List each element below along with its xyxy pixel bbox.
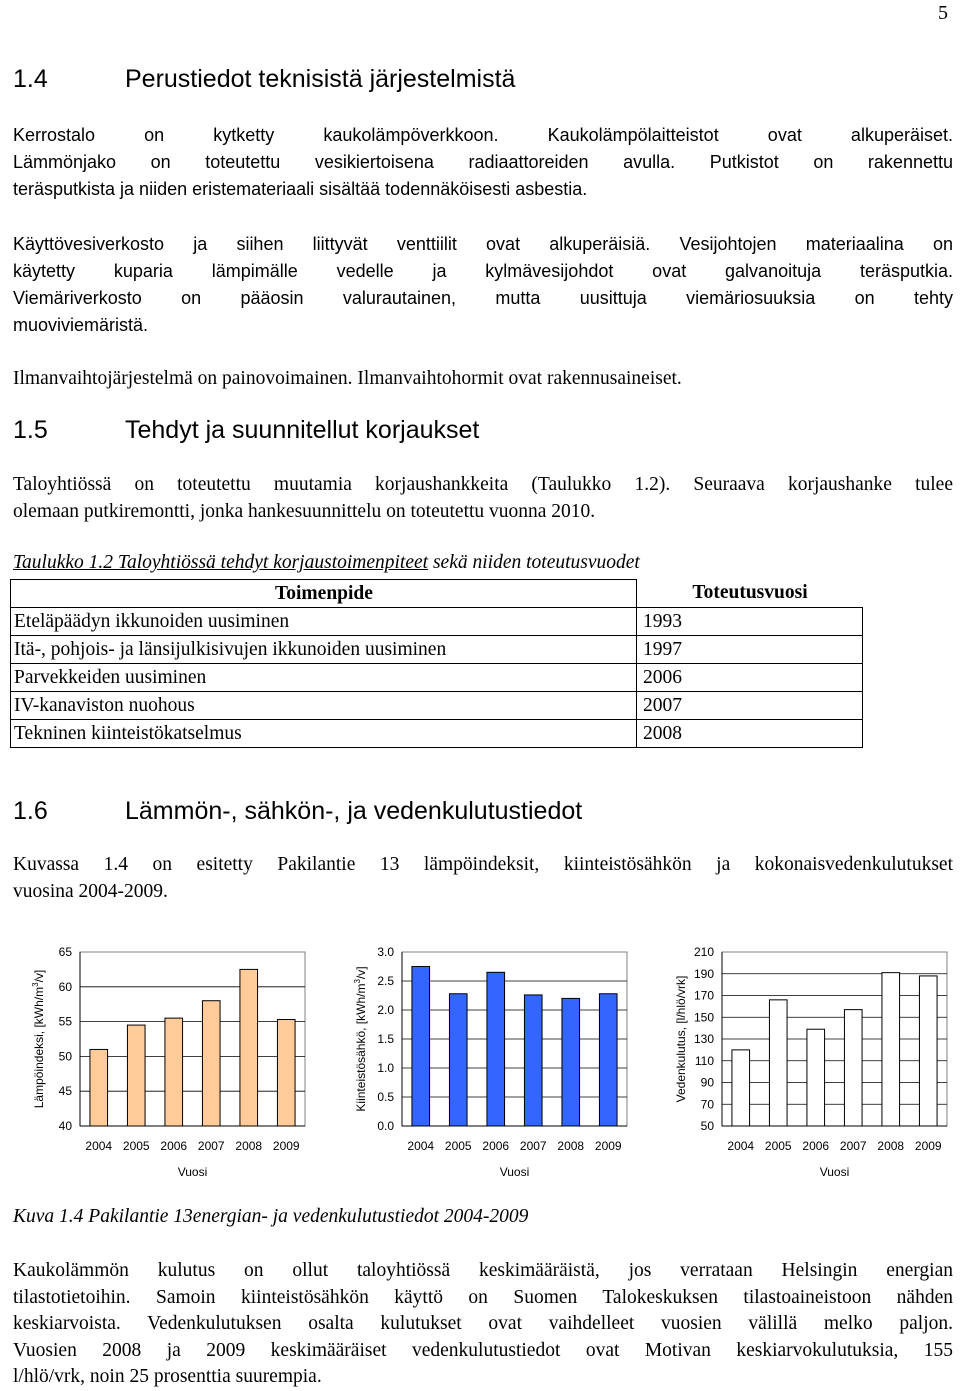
header-cell: Toimenpide xyxy=(11,580,637,608)
x-axis-label: Vuosi xyxy=(499,1165,530,1179)
bar xyxy=(127,1025,145,1126)
text-line: Vuosien 2008 ja 2009 keskimääräiset vedenkulutustiedot ovat Motivan keskiarvokulutuksia, 155 xyxy=(13,1339,953,1361)
bar xyxy=(882,973,900,1126)
x-tick-label: 2009 xyxy=(594,1139,622,1153)
x-tick-label: 2006 xyxy=(482,1139,510,1153)
text-line: muoviviemäristä. xyxy=(13,315,149,335)
x-tick-label: 2009 xyxy=(914,1139,942,1153)
bar xyxy=(769,1000,787,1126)
y-tick-label: 50 xyxy=(58,1049,72,1064)
text-line: l/hlö/vrk, noin 25 prosenttia suurempia. xyxy=(13,1366,322,1387)
y-tick-label: 60 xyxy=(58,979,72,994)
paragraph-water xyxy=(13,231,953,339)
x-tick-label: 2005 xyxy=(444,1139,472,1153)
table-caption xyxy=(13,552,640,574)
y-tick-label: 2.5 xyxy=(377,974,394,988)
x-tick-label: 2006 xyxy=(160,1139,188,1153)
bar xyxy=(90,1049,108,1126)
y-tick-label: 170 xyxy=(693,988,714,1003)
paragraph-consumption-intro xyxy=(13,852,953,905)
x-tick-label: 2005 xyxy=(122,1139,150,1153)
bar xyxy=(599,994,617,1126)
text-line: käytetty kuparia lämpimälle vedelle ja kylmävesijohdot ovat galvanoituja teräsputkia. xyxy=(13,261,953,281)
chart-water-consumption xyxy=(670,940,955,1185)
bar xyxy=(487,972,505,1126)
section-number: 1.4 xyxy=(13,65,48,93)
table-cell: 2007 xyxy=(637,692,863,720)
y-tick-label: 2.0 xyxy=(377,1003,394,1017)
y-tick-label: 45 xyxy=(58,1084,72,1099)
header-cell: Toteutusvuosi xyxy=(692,582,808,604)
bar xyxy=(807,1029,825,1126)
x-tick-label: 2008 xyxy=(557,1139,585,1153)
y-tick-label: 110 xyxy=(694,1053,714,1068)
y-tick-label: 1.5 xyxy=(377,1032,394,1046)
bar xyxy=(202,1001,220,1126)
y-tick-label: 0.5 xyxy=(377,1090,394,1104)
caption-underlined: Taulukko 1.2 Taloyhtiössä tehdyt korjaustoimenpiteet xyxy=(13,552,429,573)
x-tick-label: 2008 xyxy=(235,1139,263,1153)
chart-property-electricity xyxy=(350,940,635,1185)
x-tick-label: 2005 xyxy=(764,1139,792,1153)
section-number: 1.5 xyxy=(13,416,48,444)
section-heading-1-5 xyxy=(13,416,913,448)
bar xyxy=(562,998,580,1126)
paragraph-repairs xyxy=(13,472,953,525)
chart-heat-index xyxy=(28,940,313,1185)
table-cell: Parvekkeiden uusiminen xyxy=(11,664,637,692)
x-tick-label: 2004 xyxy=(407,1139,435,1153)
x-tick-label: 2008 xyxy=(877,1139,905,1153)
table-cell: 2008 xyxy=(637,720,863,748)
table-cell: IV-kanaviston nuohous xyxy=(11,692,637,720)
text-line: Viemäriverkosto on pääosin valurautainen, mutta uusittuja viemäriosuuksia on tehty xyxy=(13,288,953,308)
paragraph-heating xyxy=(13,122,953,203)
table-row xyxy=(11,692,863,720)
table-cell: Itä-, pohjois- ja länsijulkisivujen ikkunoiden uusiminen xyxy=(11,636,637,664)
y-axis-label: Vedenkulutus, [l/hlö/vrk] xyxy=(674,975,688,1103)
y-tick-label: 1.0 xyxy=(377,1061,394,1075)
table-cell: Tekninen kiinteistökatselmus xyxy=(11,720,637,748)
y-axis-label: Kiinteistösähkö, $[kWh/m^3/v]$ xyxy=(353,966,368,1112)
text-line: keskiarvoista. Vedenkulutuksen osalta kulutukset ovat vaihdelleet vuosien välillä melko paljon. xyxy=(13,1313,953,1334)
section-heading-1-6 xyxy=(13,797,913,829)
text-line: tilastotietoihin. Samoin kiinteistösähkön käyttö on Suomen Talokeskuksen tilastoaineistoon nähden xyxy=(13,1286,953,1308)
text-line: Käyttövesiverkosto ja siihen liittyvät venttiilit ovat alkuperäisiä. Vesijohtojen materiaalina on xyxy=(13,234,953,254)
table-cell: 1993 xyxy=(637,608,863,636)
section-title: Perustiedot teknisistä järjestelmistä xyxy=(125,65,516,93)
text-line: olemaan putkiremontti, jonka hankesuunnittelu on toteutettu vuonna 2010. xyxy=(13,500,596,522)
x-tick-label: 2004 xyxy=(85,1139,113,1153)
y-tick-label: 40 xyxy=(58,1119,72,1133)
y-axis-label: Lämpöindeksi, $[kWh/m^3/v]$ xyxy=(31,969,46,1109)
section-title: Lämmön-, sähkön-, ja vedenkulutustiedot xyxy=(125,797,583,825)
bar xyxy=(732,1050,750,1126)
y-tick-label: 190 xyxy=(693,966,714,981)
y-tick-label: 130 xyxy=(693,1032,714,1046)
text-line: Ilmanvaihtojärjestelmä on painovoimainen. Ilmanvaihtohormit ovat rakennusaineiset. xyxy=(13,368,682,389)
table-row xyxy=(11,608,863,636)
y-tick-label: 70 xyxy=(700,1097,714,1112)
table-cell: Eteläpäädyn ikkunoiden uusiminen xyxy=(11,608,637,636)
x-tick-label: 2007 xyxy=(839,1139,867,1153)
table-row xyxy=(11,720,863,748)
table-header-row xyxy=(11,580,863,608)
y-tick-label: 50 xyxy=(700,1119,714,1133)
table-row xyxy=(11,664,863,692)
table-cell: 2006 xyxy=(637,664,863,692)
bar xyxy=(165,1018,183,1126)
bar xyxy=(844,1010,862,1126)
x-axis-label: Vuosi xyxy=(819,1165,850,1179)
x-tick-label: 2006 xyxy=(802,1139,830,1153)
y-tick-label: 90 xyxy=(700,1075,714,1090)
section-heading-1-4 xyxy=(13,65,913,97)
y-tick-label: 210 xyxy=(693,945,714,959)
y-tick-label: 3.0 xyxy=(377,945,394,959)
text-line: Lämmönjako on toteutettu vesikiertoisena radiaattoreiden avulla. Putkistot on rakennettu xyxy=(13,152,953,172)
plot-area xyxy=(80,952,305,1126)
x-axis-label: Vuosi xyxy=(177,1165,208,1179)
x-tick-label: 2009 xyxy=(272,1139,300,1153)
text-line: Kuvassa 1.4 on esitetty Pakilantie 13 lämpöindeksit, kiinteistösähkön ja kokonaisvedenkulutukset xyxy=(13,854,953,875)
section-number: 1.6 xyxy=(13,797,48,825)
x-tick-label: 2007 xyxy=(197,1139,225,1153)
text-line: Kerrostalo on kytketty kaukolämpöverkkoon. Kaukolämpölaitteistot ovat alkuperäiset. xyxy=(13,125,953,145)
y-tick-label: 0.0 xyxy=(377,1119,394,1133)
x-tick-label: 2007 xyxy=(519,1139,547,1153)
text-line: Taloyhtiössä on toteutettu muutamia korjaushankkeita (Taulukko 1.2). Seuraava korjaushanke tulee xyxy=(13,474,953,495)
bar xyxy=(449,994,467,1126)
section-title: Tehdyt ja suunnitellut korjaukset xyxy=(125,416,480,444)
text-line: Kaukolämmön kulutus on ollut taloyhtiössä keskimääräistä, jos verrataan Helsingin energian xyxy=(13,1260,953,1281)
bar xyxy=(524,995,542,1126)
repairs-table xyxy=(10,579,863,748)
page-number: 5 xyxy=(938,2,948,24)
text-line: teräsputkista ja niiden eristemateriaali sisältää todennäköisesti asbestia. xyxy=(13,179,588,199)
table-cell: 1997 xyxy=(637,636,863,664)
x-tick-label: 2004 xyxy=(727,1139,755,1153)
caption-rest: sekä niiden toteutusvuodet xyxy=(428,552,640,573)
paragraph-consumption-analysis xyxy=(13,1258,953,1391)
bar xyxy=(412,967,430,1127)
bar xyxy=(919,976,937,1126)
bar xyxy=(277,1020,295,1126)
paragraph-ventilation xyxy=(13,366,953,393)
figure-caption: Kuva 1.4 Pakilantie 13energian- ja vedenkulutustiedot 2004-2009 xyxy=(13,1206,529,1227)
y-tick-label: 150 xyxy=(693,1010,714,1025)
y-tick-label: 65 xyxy=(58,945,72,959)
table-row xyxy=(11,636,863,664)
bar xyxy=(240,969,258,1126)
y-tick-label: 55 xyxy=(58,1014,72,1029)
text-line: vuosina 2004-2009. xyxy=(13,880,168,902)
